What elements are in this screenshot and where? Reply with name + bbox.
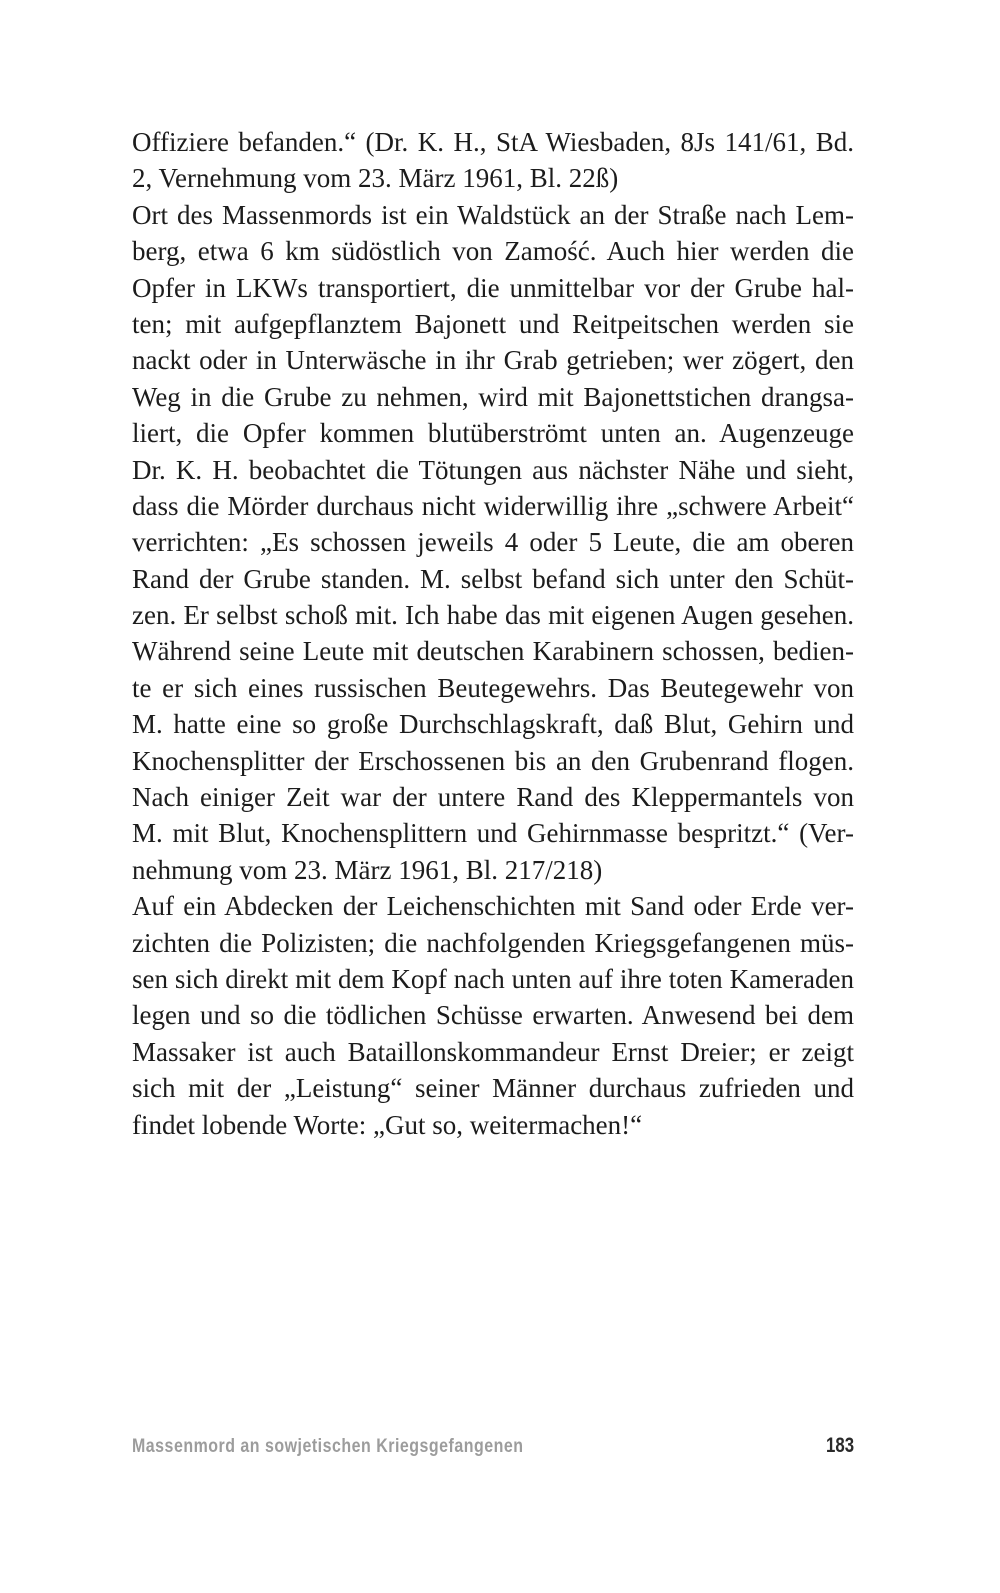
- text-line: liert, die Opfer kommen blutüberströmt unten an. Augenzeuge: [132, 418, 854, 449]
- text-line: Offiziere befanden.“ (Dr. K. H., StA Wiesbaden, 8Js 141/61, Bd.: [132, 127, 854, 157]
- text-line: M. mit Blut, Knochensplittern und Gehirnmasse bespritzt.“ (Ver-: [132, 818, 854, 849]
- text-line: Dr. K. H. beobachtet die Tötungen aus nächster Nähe und sieht,: [132, 454, 854, 485]
- text-line: legen und so die tödlichen Schüsse erwarten. Anwesend bei dem: [132, 1000, 854, 1031]
- text-line: Weg in die Grube zu nehmen, wird mit Bajonettstichen drangsa-: [132, 381, 854, 412]
- text-line: nackt oder in Unterwäsche in ihr Grab getrieben; wer zögert, den: [132, 345, 854, 376]
- text-line: Während seine Leute mit deutschen Karabinern schossen, bedien-: [132, 636, 854, 667]
- text-line: nehmung vom 23. März 1961, Bl. 217/218): [132, 854, 603, 885]
- running-title: Massenmord an sowjetischen Kriegsgefangenen: [132, 1436, 524, 1457]
- text-line: Auf ein Abdecken der Leichenschichten mit Sand oder Erde ver-: [132, 891, 854, 922]
- text-line: Ort des Massenmords ist ein Waldstück an der Straße nach Lem-: [132, 199, 854, 230]
- text-line: Rand der Grube standen. M. selbst befand sich unter den Schüt-: [132, 563, 854, 594]
- body-text: [132, 124, 854, 1143]
- page-number: 183: [825, 1434, 854, 1457]
- text-line: findet lobende Worte: „Gut so, weitermachen!“: [132, 1109, 643, 1140]
- text-line: verrichten: „Es schossen jeweils 4 oder 5 Leute, die am oberen: [132, 527, 854, 558]
- text-line: dass die Mörder durchaus nicht widerwillig ihre „schwere Arbeit“: [132, 490, 854, 521]
- text-line: te er sich eines russischen Beutegewehrs. Das Beutegewehr von: [132, 672, 854, 703]
- text-line: Opfer in LKWs transportiert, die unmittelbar vor der Grube hal-: [132, 272, 854, 303]
- text-line: Nach einiger Zeit war der untere Rand des Kleppermantels von: [132, 782, 854, 813]
- text-line: Massaker ist auch Bataillonskommandeur Ernst Dreier; er zeigt: [132, 1036, 854, 1067]
- text-line: sich mit der „Leistung“ seiner Männer durchaus zufrieden und: [132, 1073, 854, 1104]
- text-line: 2, Vernehmung vom 23. März 1961, Bl. 22ß): [132, 163, 619, 194]
- text-line: Knochensplitter der Erschossenen bis an den Grubenrand flogen.: [132, 745, 854, 776]
- text-line: zichten die Polizisten; die nachfolgenden Kriegsgefangenen müs-: [132, 927, 854, 958]
- text-line: zen. Er selbst schoß mit. Ich habe das mit eigenen Augen gesehen.: [132, 600, 854, 631]
- text-line: M. hatte eine so große Durchschlagskraft, daß Blut, Gehirn und: [132, 709, 854, 740]
- text-line: sen sich direkt mit dem Kopf nach unten auf ihre toten Kameraden: [132, 963, 854, 994]
- page-footer: [132, 1432, 854, 1462]
- text-line: ten; mit aufgepflanztem Bajonett und Reitpeitschen werden sie: [132, 308, 854, 339]
- text-line: berg, etwa 6 km südöstlich von Zamość. Auch hier werden die: [132, 236, 854, 267]
